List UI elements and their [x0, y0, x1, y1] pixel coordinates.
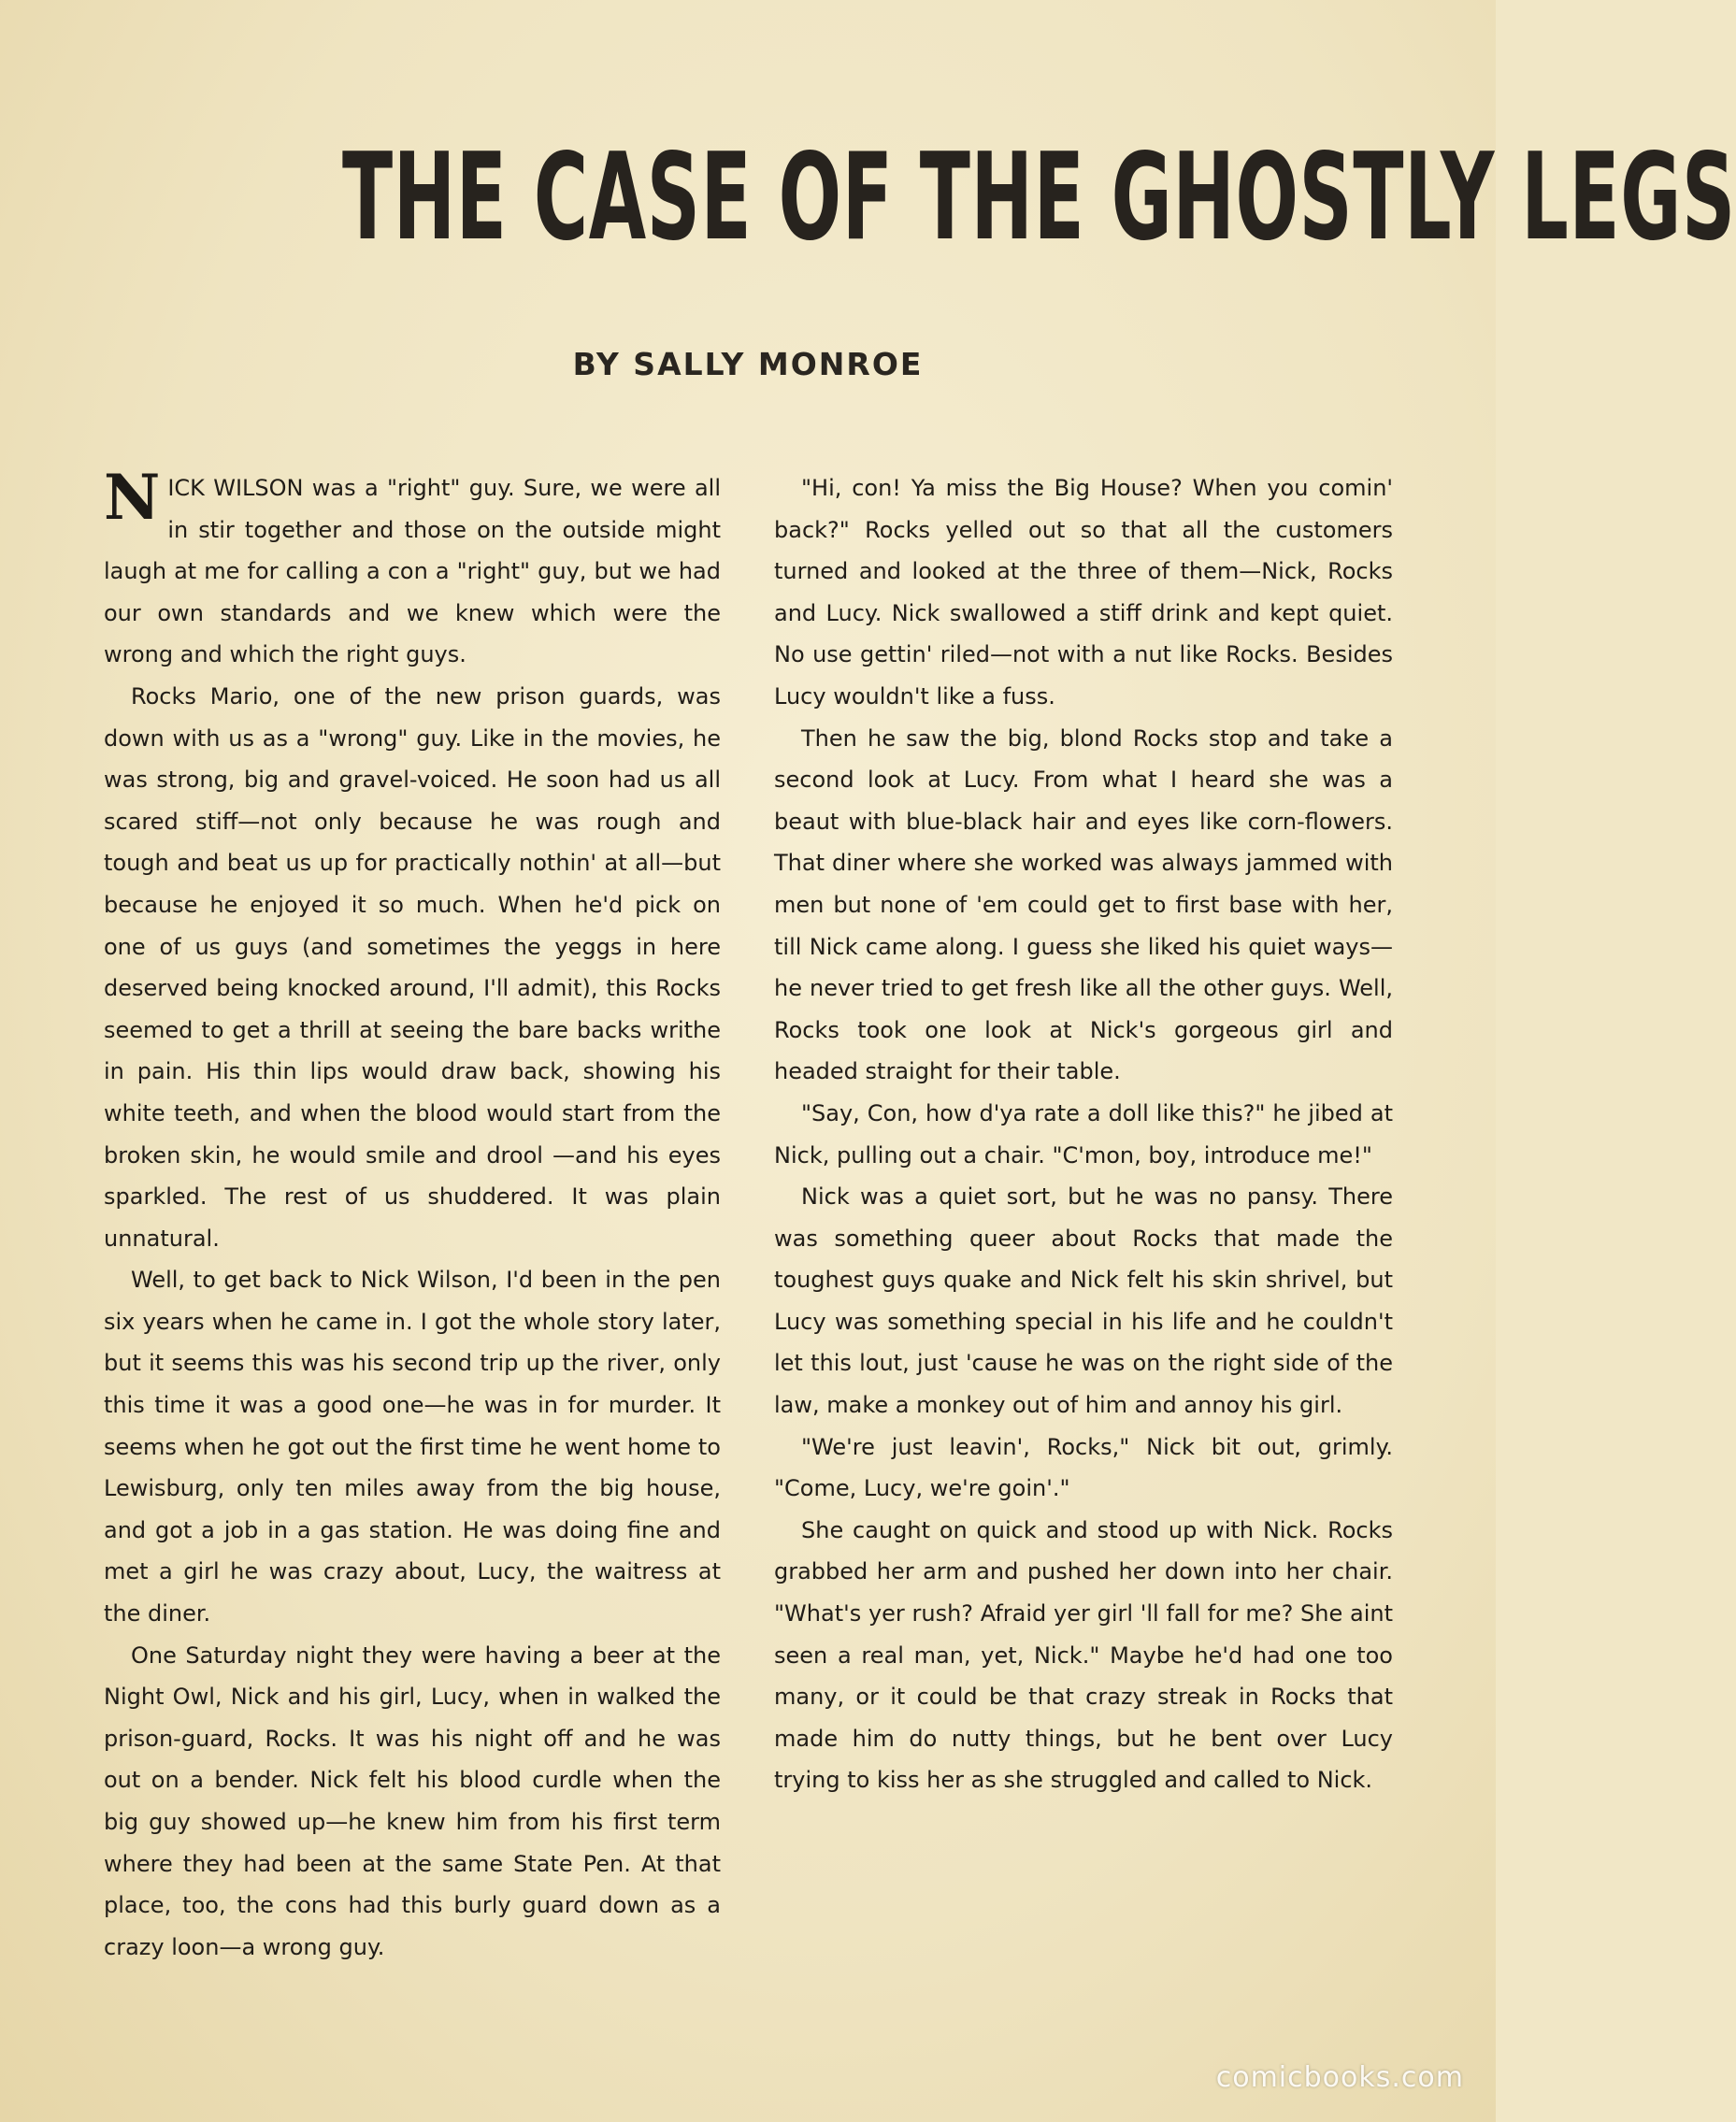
- paragraph: Then he saw the big, blond Rocks stop and take a second look at Lucy. From what I heard she was a beaut with blue-black hair and eyes like corn-flowers. That diner where she worked was always jammed with men but none of 'em could get to first base with her, till Nick came along. I guess she liked his quiet ways—he never tried to get fresh like all the other guys. Well, Rocks took one look at Nick's gorgeous girl and headed straight for their table.: [774, 724, 1393, 1085]
- right-column: [774, 467, 1393, 1801]
- left-column: [104, 461, 721, 1968]
- paragraph-text: ICK WILSON was a "right" guy. Sure, we were all in stir together and those on the outside might laugh at me for calling a con a "right" guy, but we had our own standards and we knew which were the wrong and which the right guys.: [104, 475, 721, 668]
- paragraph: Rocks Mario, one of the new prison guards, was down with us as a "wrong" guy. Like in the movies, he was strong, big and gravel-voiced. He soon had us all scared stiff—not only because he was rough and tough and beat us up for practically nothin' at all—but because he enjoyed it so much. When he'd pick on one of us guys (and sometimes the yeggs in here deserved being knocked around, I'll admit), this Rocks seemed to get a thrill at seeing the bare backs writhe in pain. His thin lips would draw back, showing his white teeth, and when the blood would start from the broken skin, he would smile and drool —and his eyes sparkled. The rest of us shuddered. It was plain unnatural.: [104, 682, 721, 1252]
- byline: BY SALLY MONROE: [572, 346, 924, 382]
- paragraph: [104, 461, 721, 676]
- site-watermark: comicbooks.com: [1215, 2061, 1464, 2094]
- paragraph: "Hi, con! Ya miss the Big House? When you comin' back?" Rocks yelled out so that all the customers turned and looked at the three of them—Nick, Rocks and Lucy. Nick swallowed a stiff drink and kept quiet. No use gettin' riled—not with a nut like Rocks. Besides Lucy wouldn't like a fuss.: [774, 475, 1393, 710]
- paragraph: "We're just leavin', Rocks," Nick bit out, grimly. "Come, Lucy, we're goin'.": [774, 1433, 1393, 1502]
- paragraph: Well, to get back to Nick Wilson, I'd been in the pen six years when he came in. I got the whole story later, but it seems this was his second trip up the river, only this time it was a good one—he was in for murder. It seems when he got out the first time he went home to Lewisburg, only ten miles away from the big house, and got a job in a gas station. He was doing fine and met a girl he was crazy about, Lucy, the waitress at the diner.: [104, 1267, 721, 1627]
- paragraph: "Say, Con, how d'ya rate a doll like this?" he jibed at Nick, pulling out a chair. "C'mon, boy, introduce me!": [774, 1099, 1393, 1169]
- paragraph: Nick was a quiet sort, but he was no pansy. There was something queer about Rocks that made the toughest guys quake and Nick felt his skin shrivel, but Lucy was something special in his life and he couldn't let this lout, just 'cause he was on the right side of the law, make a monkey out of him and annoy his girl.: [774, 1183, 1393, 1419]
- paragraph: She caught on quick and stood up with Nick. Rocks grabbed her arm and pushed her down into her chair. "What's yer rush? Afraid yer girl 'll fall for me? She aint seen a real man, yet, Nick." Maybe he'd had one too many, or it could be that crazy streak in Rocks that made him do nutty things, but he bent over Lucy trying to kiss her as she struggled and called to Nick.: [774, 1516, 1393, 1794]
- paragraph: One Saturday night they were having a beer at the Night Owl, Nick and his girl, Lucy, when in walked the prison-guard, Rocks. It was his night off and he was out on a bender. Nick felt his blood curdle when the big guy showed up—he knew him from his first term where they had been at the same State Pen. At that place, too, the cons had this burly guard down as a crazy loon—a wrong guy.: [104, 1642, 721, 1960]
- drop-cap: N: [104, 461, 161, 534]
- story-title: THE CASE OF THE GHOSTLY LEGS: [342, 128, 1736, 267]
